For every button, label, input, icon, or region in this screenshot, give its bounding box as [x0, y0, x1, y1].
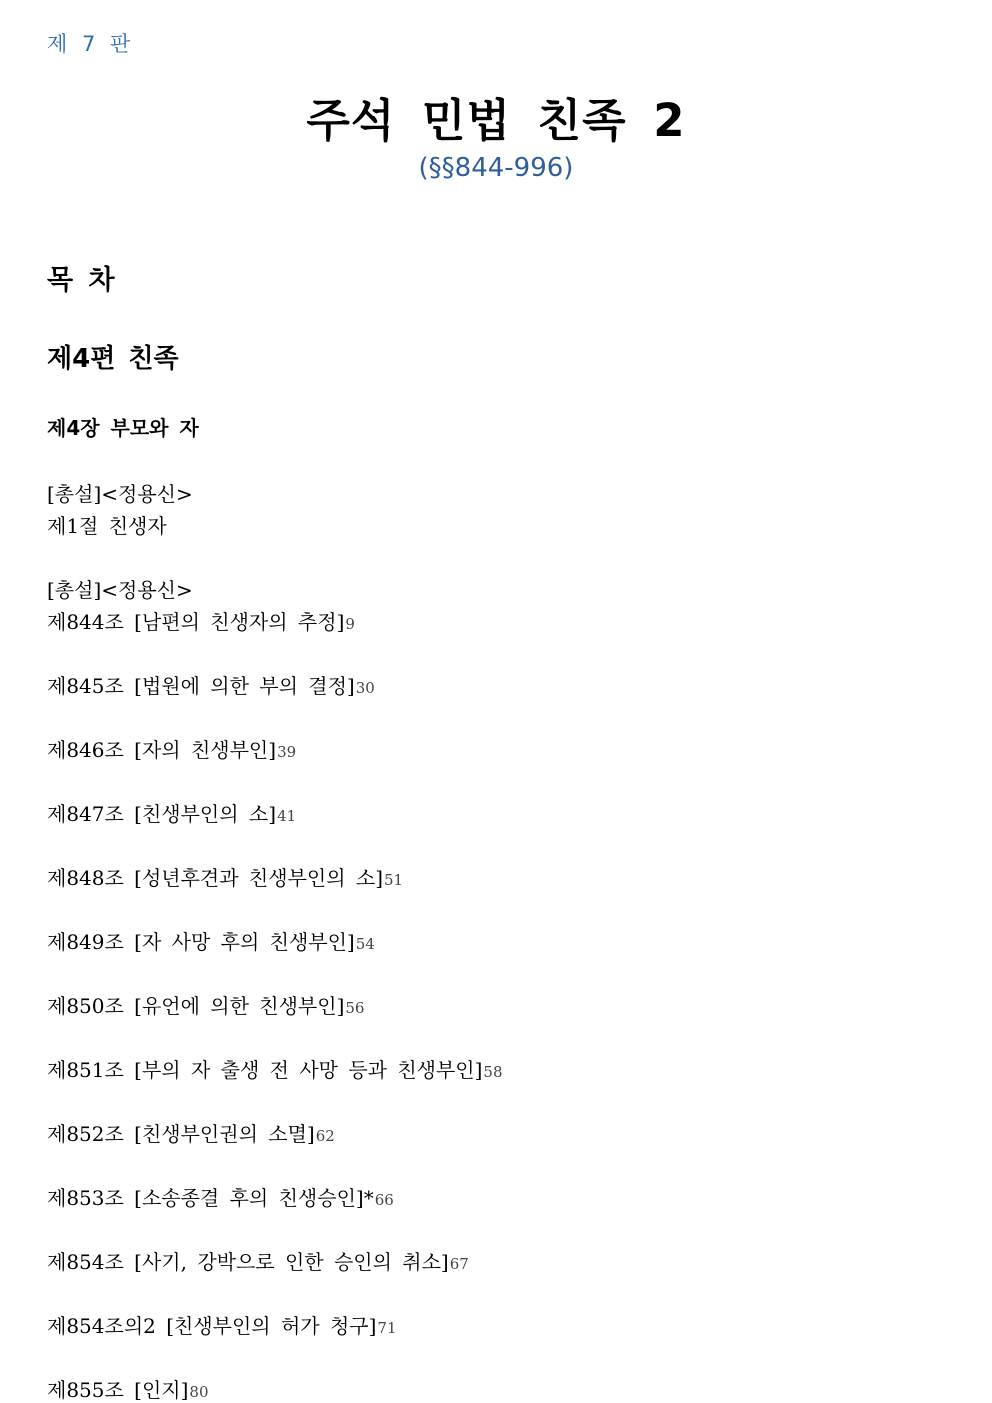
- toc-entry-label: 제849조 [자 사망 후의 친생부인]: [47, 930, 355, 954]
- chapter-heading: 제4장 부모와 자: [47, 416, 199, 440]
- toc-entry-label: 제854조 [사기, 강박으로 인한 승인의 취소]: [47, 1250, 449, 1274]
- toc-heading: 목 차: [47, 265, 115, 296]
- toc-entry-page: 71: [377, 1319, 397, 1337]
- toc-entry[interactable]: [47, 1374, 209, 1403]
- toc-entry[interactable]: [47, 1182, 394, 1211]
- toc-entry[interactable]: [47, 926, 375, 955]
- toc-entry-label: 제846조 [자의 친생부인]: [47, 738, 277, 762]
- document-subtitle: (§§844-996): [418, 153, 574, 183]
- toc-entry[interactable]: [47, 1246, 469, 1275]
- toc-entry-page: 62: [315, 1127, 335, 1145]
- toc-entry-label: 제855조 [인지]: [47, 1378, 189, 1402]
- toc-entry[interactable]: [47, 990, 364, 1019]
- toc-entry[interactable]: [47, 1054, 503, 1083]
- toc-entry-label: 제847조 [친생부인의 소]: [47, 802, 277, 826]
- toc-entry-page: 58: [483, 1063, 503, 1081]
- toc-entry-page: 41: [277, 807, 297, 825]
- toc-entry-page: 39: [277, 743, 297, 761]
- section-overview-link[interactable]: [총설]<정용신>: [47, 578, 193, 602]
- document-title: 주석 민법 친족 2: [306, 94, 686, 147]
- toc-entry-page: 51: [384, 871, 404, 889]
- toc-entry-label: 제844조 [남편의 친생자의 추정]: [47, 610, 345, 634]
- toc-entry-page: 30: [355, 679, 375, 697]
- chapter-overview-link[interactable]: [총설]<정용신>: [47, 482, 193, 506]
- toc-entry-page: 56: [345, 999, 365, 1017]
- toc-entry[interactable]: [47, 1118, 335, 1147]
- toc-entry-label: 제850조 [유언에 의한 친생부인]: [47, 994, 345, 1018]
- section-heading-1[interactable]: 제1절 친생자: [47, 514, 167, 538]
- toc-entry-page: 54: [355, 935, 375, 953]
- toc-entry-page: 80: [189, 1383, 209, 1401]
- toc-entry-label: 제852조 [친생부인권의 소멸]: [47, 1122, 315, 1146]
- toc-entry-page: 9: [345, 615, 355, 633]
- toc-entry-label: 제851조 [부의 자 출생 전 사망 등과 친생부인]: [47, 1058, 483, 1082]
- toc-entry[interactable]: [47, 670, 375, 699]
- toc-entry-label: 제854조의2 [친생부인의 허가 청구]: [47, 1314, 377, 1338]
- toc-entry-label: 제853조 [소송종결 후의 친생승인]*: [47, 1186, 374, 1210]
- toc-entry[interactable]: [47, 606, 355, 635]
- toc-entry-label: 제848조 [성년후견과 친생부인의 소]: [47, 866, 384, 890]
- toc-entry[interactable]: [47, 862, 403, 891]
- part-heading: 제4편 친족: [47, 344, 179, 374]
- toc-entry-page: 66: [374, 1191, 394, 1209]
- edition-label: 제 7 판: [47, 32, 133, 56]
- toc-entry-page: 67: [449, 1255, 469, 1273]
- toc-entry[interactable]: [47, 734, 296, 763]
- toc-entry[interactable]: [47, 1310, 397, 1339]
- toc-entry[interactable]: [47, 798, 296, 827]
- toc-entry-label: 제845조 [법원에 의한 부의 결정]: [47, 674, 355, 698]
